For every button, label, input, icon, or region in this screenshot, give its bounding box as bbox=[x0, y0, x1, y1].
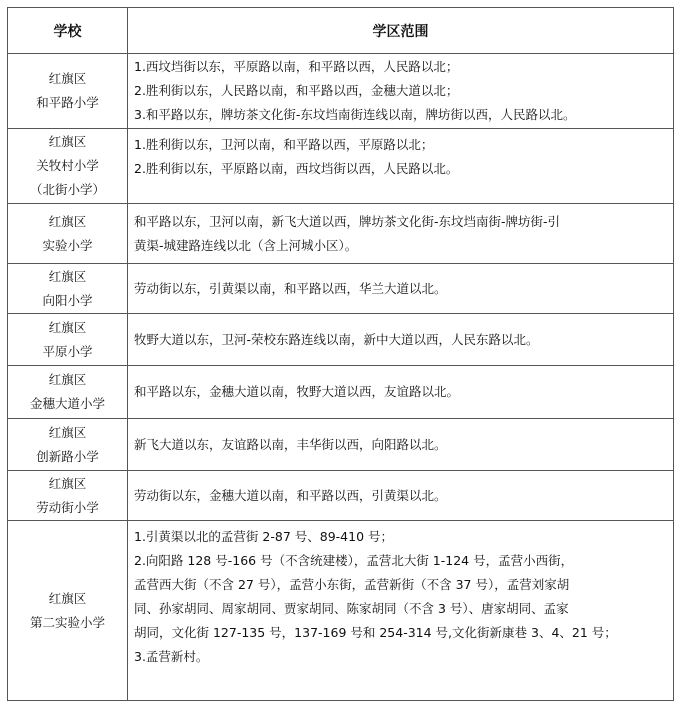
header-row bbox=[8, 8, 674, 54]
range-cell bbox=[128, 129, 674, 204]
header-range: 学区范围 bbox=[128, 8, 674, 54]
range-line: 2.向阳路 128 号-166 号（不含统建楼），孟营北大街 1-124 号，孟营小西街， bbox=[134, 553, 574, 568]
range-line: 1.胜利街以东，卫河以南，和平路以西，平原路以北； bbox=[134, 137, 434, 152]
table-row bbox=[8, 204, 674, 264]
table-row bbox=[8, 129, 674, 204]
range-line: 2.胜利街以东，人民路以南，和平路以西，金穗大道以北； bbox=[134, 83, 459, 98]
range-line: 孟营西大街（不含 27 号），孟营小东街，孟营新街（不含 37 号），孟营刘家胡 bbox=[134, 577, 570, 592]
range-line: 1.西坟垱街以东，平原路以南，和平路以西，人民路以北； bbox=[134, 59, 459, 74]
school-line: 红旗区 bbox=[48, 71, 87, 86]
school-line: 红旗区 bbox=[48, 268, 87, 284]
table-row bbox=[8, 264, 674, 314]
school-cell bbox=[8, 521, 128, 701]
school-cell bbox=[8, 471, 128, 521]
table-row bbox=[8, 419, 674, 471]
school-cell bbox=[8, 129, 128, 204]
school-cell bbox=[8, 419, 128, 471]
school-line: 红旗区 bbox=[48, 475, 87, 491]
range-cell bbox=[128, 204, 674, 264]
range-line: 新飞大道以东，友谊路以南，丰华街以西，向阳路以北。 bbox=[134, 436, 447, 452]
range-line: 黄渠-城建路连线以北（含上河城小区）。 bbox=[134, 237, 358, 253]
school-cell bbox=[8, 54, 128, 129]
range-cell bbox=[128, 264, 674, 314]
school-line: （北街小学） bbox=[29, 182, 105, 197]
range-cell bbox=[128, 366, 674, 419]
range-line: 2.胜利街以东，平原路以南，西坟垱街以西，人民路以北。 bbox=[134, 161, 459, 176]
school-line: 关牧村小学 bbox=[36, 158, 99, 173]
school-line: 红旗区 bbox=[48, 372, 87, 387]
school-line: 创新路小学 bbox=[36, 448, 99, 464]
school-cell bbox=[8, 366, 128, 419]
range-line: 劳动街以东，金穗大道以南，和平路以西，引黄渠以北。 bbox=[134, 487, 447, 503]
table-row bbox=[8, 54, 674, 129]
range-cell bbox=[128, 471, 674, 521]
range-line: 1.引黄渠以北的孟营街 2-87 号、89-410 号； bbox=[134, 529, 393, 544]
range-line: 牧野大道以东，卫河-荣校东路连线以南，新中大道以西，人民东路以北。 bbox=[134, 331, 539, 347]
school-line: 平原小学 bbox=[42, 343, 93, 359]
school-cell bbox=[8, 204, 128, 264]
school-line: 劳动街小学 bbox=[36, 499, 99, 515]
school-cell bbox=[8, 314, 128, 366]
school-line: 红旗区 bbox=[48, 319, 87, 335]
school-line: 和平路小学 bbox=[36, 95, 99, 110]
header-school: 学校 bbox=[8, 8, 128, 54]
school-line: 红旗区 bbox=[48, 213, 87, 229]
range-line: 和平路以东，卫河以南，新飞大道以西，牌坊茶文化街-东坟垱南街-牌坊街-引 bbox=[134, 213, 561, 229]
range-line: 同、孙家胡同、周家胡同、贾家胡同、陈家胡同（不含 3 号）、唐家胡同、孟家 bbox=[134, 601, 569, 616]
school-line: 金穗大道小学 bbox=[29, 396, 105, 411]
school-line: 红旗区 bbox=[48, 424, 87, 440]
range-cell bbox=[128, 314, 674, 366]
table-row bbox=[8, 314, 674, 366]
range-line: 和平路以东，金穗大道以南，牧野大道以西，友谊路以北。 bbox=[134, 384, 460, 399]
range-line: 3.孟营新村。 bbox=[134, 649, 209, 664]
school-line: 红旗区 bbox=[48, 590, 87, 606]
school-line: 红旗区 bbox=[48, 134, 87, 149]
range-line: 劳动街以东，引黄渠以南，和平路以西，华兰大道以北。 bbox=[134, 280, 447, 296]
school-line: 实验小学 bbox=[42, 237, 93, 253]
range-line: 胡同，文化街 127-135 号，137-169 号和 254-314 号,文化街新康巷 3、4、21 号； bbox=[134, 625, 617, 640]
table-row bbox=[8, 521, 674, 701]
table-row bbox=[8, 471, 674, 521]
range-cell bbox=[128, 521, 674, 701]
school-line: 向阳小学 bbox=[42, 292, 93, 308]
range-cell bbox=[128, 419, 674, 471]
range-line: 3.和平路以东，牌坊茶文化街-东坟垱南街连线以南，牌坊街以西，人民路以北。 bbox=[134, 107, 576, 122]
school-line: 第二实验小学 bbox=[29, 614, 105, 630]
table-row bbox=[8, 366, 674, 419]
school-cell bbox=[8, 264, 128, 314]
school-district-table bbox=[7, 7, 674, 701]
range-cell bbox=[128, 54, 674, 129]
